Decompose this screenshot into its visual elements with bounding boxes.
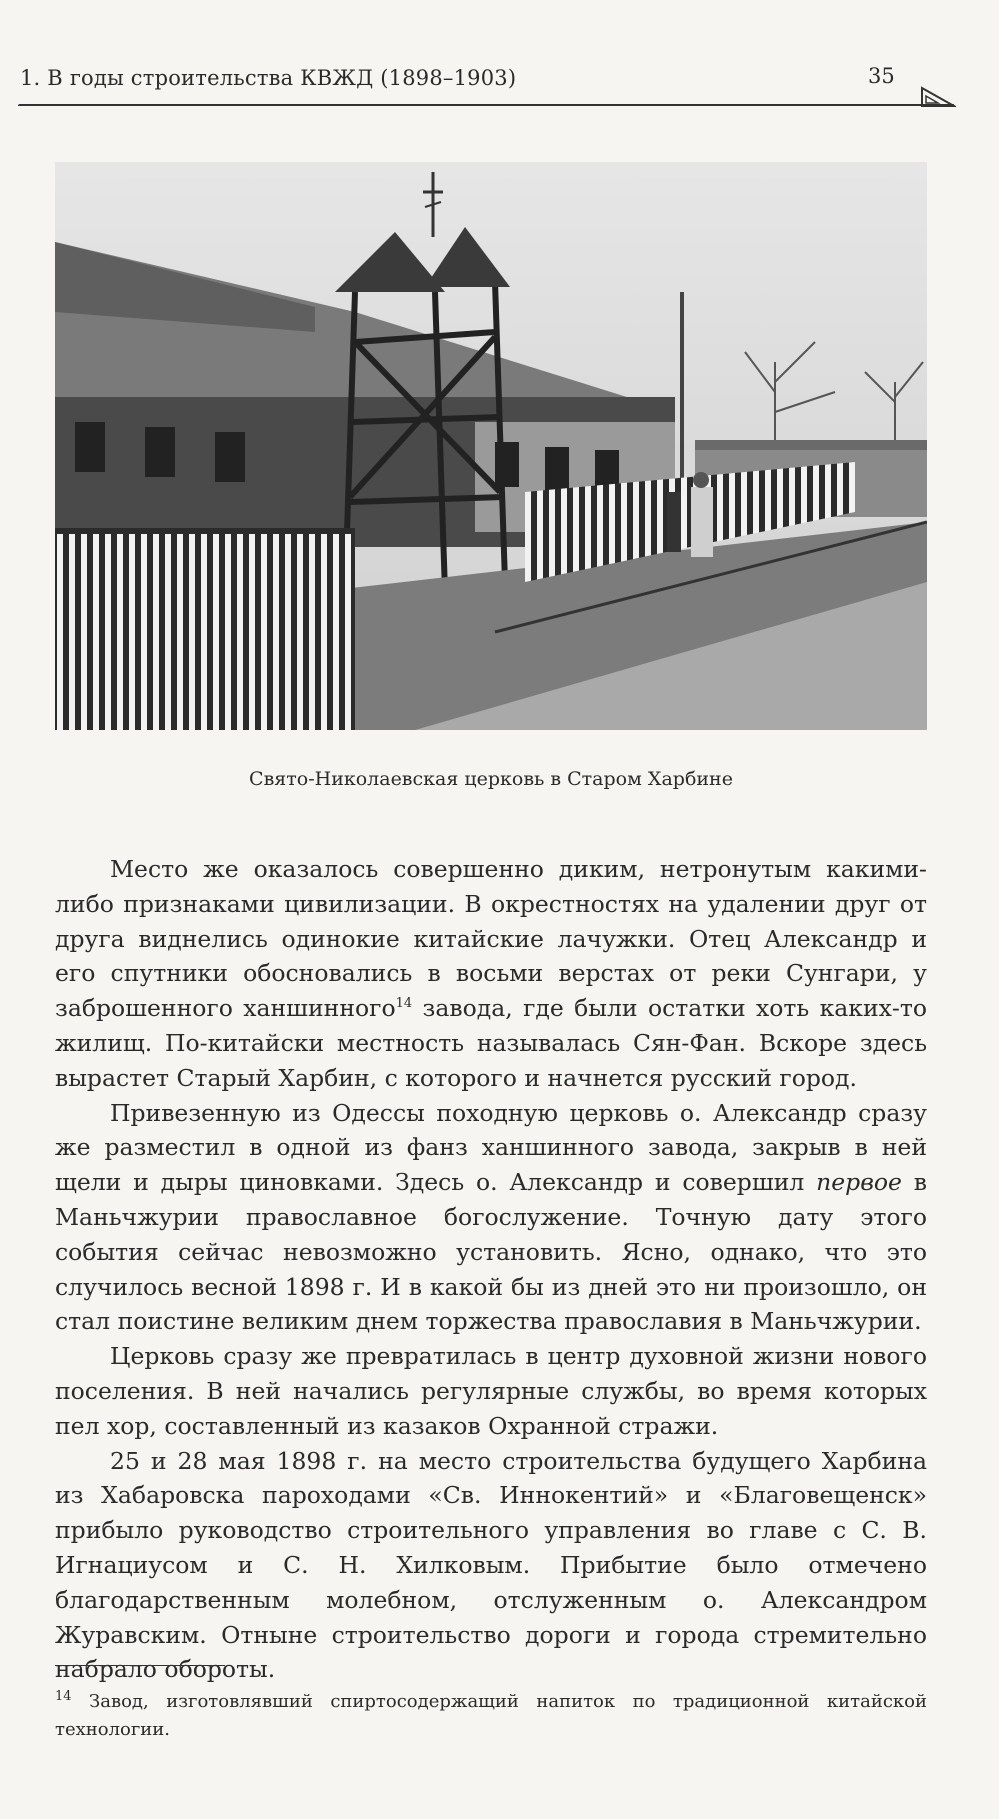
paragraph: Привезенную из Одессы походную церковь о. Александр сразу же разместил в одной из фанз ханшинного завода, закрыв в ней щели и дыры циновками. Здесь о. Александр и совершил первое в Маньчжурии православное богослужение. Точную дату этого события сейчас невозможно установить. Ясно, однако, что это случилось весной 1898 г. И в какой бы из дней это ни произошло, он стал поистине великим днем торжества православия в Маньчжурии.	[55, 1098, 928, 1336]
header-rule	[18, 104, 954, 106]
emphasis: первое	[816, 1168, 902, 1197]
footnote-number: 14	[55, 1689, 72, 1704]
paragraph: Место же оказалось совершенно диким, нетронутым какими-либо признаками цивилизации. В окрестностях на удалении друг от друга виднелись одинокие китайские лачужки. Отец Александр и его спутники обосновались в восьми верстах от реки Сунгари, у заброшенного ханшинного$^{14}$ завода, где были остатки хоть каких-то жилищ. По-китайски местность называлась Сян-Фан. Вскоре здесь вырастет Старый Харбин, с которого и начнется русский город.	[55, 855, 927, 1092]
paragraph: 25 и 28 мая 1898 г. на место строительства будущего Харбина из Хабаровска пароходами «Св. Иннокентий» и «Благовещенск» прибыло руководство строительного управления во главе с С. В. Игнациусом и С. Н. Хилковым. Прибытие было отмечено благодарственным молебном, отслуженным о. Александром Журавским. Отныне строительство дороги и города стремительно набрало обороты.	[55, 1446, 927, 1684]
church-photo	[55, 162, 927, 730]
paragraph: Церковь сразу же превратилась в центр духовной жизни нового поселения. В ней начались регулярные службы, во время которых пел хор, составленный из казаков Охранной стражи.	[55, 1342, 927, 1440]
body-text	[55, 852, 927, 1687]
footnote-ref[interactable]: 14	[395, 996, 413, 1012]
corner-triangle-icon	[920, 86, 956, 110]
figure-caption: Свято-Николаевская церковь в Старом Харбине	[249, 768, 733, 790]
footnote-rule	[55, 1665, 225, 1666]
page-number: 35	[868, 64, 895, 88]
footnote-text: Завод, изготовлявший спиртосодержащий напиток по традиционной китайской технологии.	[55, 1691, 927, 1740]
footnote	[55, 1688, 927, 1744]
running-head: 1. В годы строительства КВЖД (1898–1903)	[20, 66, 517, 90]
